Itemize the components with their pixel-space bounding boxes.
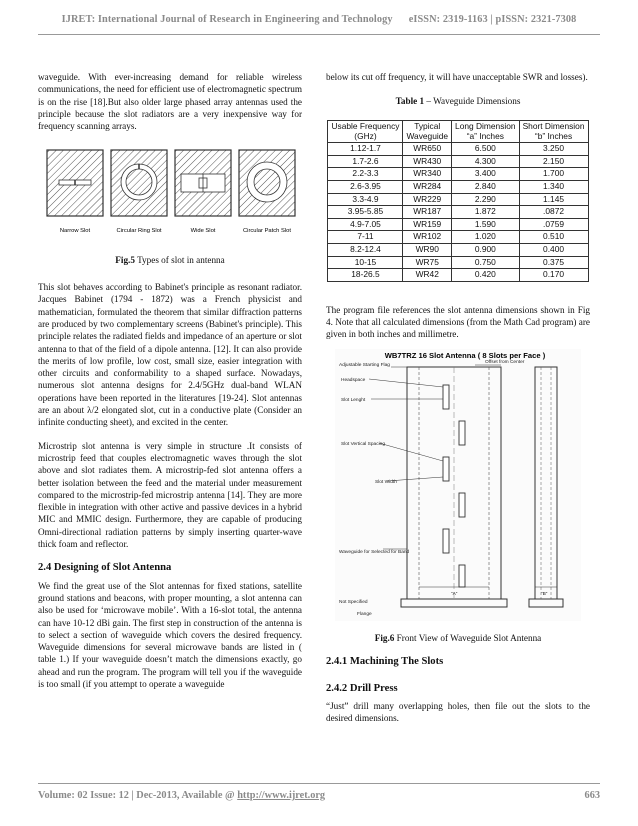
table-row: 18-26.5 WR42 0.420 0.170 <box>328 269 588 282</box>
left-paragraph-1: waveguide. With ever-increasing demand for reliable wireless communications, the need for efficient use of electromagnetic spectrum is on the rise [18].But also older large phased array antennas used the principle because the slot radiators are a very inexpensive way for frequency scanning arrays. <box>38 72 302 132</box>
table-row: 2.2-3.3 WR340 3.400 1.700 <box>328 168 588 181</box>
circular-patch-slot-label: Circular Patch Slot <box>242 228 292 235</box>
left-paragraph-3: Microstrip slot antenna is very simple in structure .It consists of microstrip feed that couples electromagnetic waves through the slot above and slot radiates them. A microstrip-fed slot antenna offers a better isolation between the feed and the material under measurement compared to the microstrip-fed microstrip antenna [14]. They are more flexible in integration with other active and passive devices in a hybrid MIC and MMIC design. Furthermore, they are capable of producing Omni-directional radiation patterns by simply inserting quarter-wave thick foam and reflector. <box>38 440 302 550</box>
fig6-label-not-specified: Not Specified <box>339 599 368 605</box>
journal-header <box>0 14 638 25</box>
wide-slot-label: Wide Slot <box>190 228 216 235</box>
left-paragraph-2: This slot behaves according to Babinet's principle as resonant radiator. Jacques Babinet (1794 - 1872) was a French physicist and mathematician, formulated the theorem that similar diffraction patterns are produced by two complementary screens (Babinet's principle). This principle relates the radiated fields and impedance of an aperture or slot antenna to that of the field of a dipole antenna. [12]. It can also provide the merits of low profile, low cost, small size, easier integration with other circuits and conformability to a shaped surface. Nowadays, numerous slot antenna designs for 2.4/5GHz dual-band WLAN operations have been reported in the literatures [19-24]. Slot antennas are an about λ/2 elongated slot, cut in a conductive plate (Consider an infinite conducting sheet), and excited in the center. <box>38 282 302 428</box>
table-row: 7-11 WR102 1.020 0.510 <box>328 231 588 244</box>
footer-link[interactable]: http://www.ijret.org <box>237 790 326 801</box>
section-heading-2-4-1: 2.4.1 Machining The Slots <box>326 656 444 668</box>
waveguide-dimensions-table <box>327 120 588 282</box>
header-rule <box>38 34 600 35</box>
figure-5 <box>41 144 299 243</box>
fig6-label-offset: Offset from Center <box>485 359 525 365</box>
figure-6-caption-label: Fig.6 <box>374 632 395 643</box>
fig6-label-slot-length: Slot Lenght <box>341 397 366 403</box>
waveguide-slot-antenna-diagram <box>335 349 581 621</box>
left-paragraph-4: We find the great use of the Slot antennas for fixed stations, satellite ground stations and beacons, with proper mounting, a slot antenna can also be used for ‘microwave mobile’. With a 16-slot total, the antenna can have 10-12 dBi gain. The first step in construction of the antenna is to select a section of waveguide which covers the desired frequency. Waveguide dimensions for several microwave bands are listed in ( table 1.) If your waveguide doesn’t match the dimensions exactly, go ahead and run the program. The program will tell you if the waveguide is too small (if you attempt to operate a waveguide <box>38 580 302 689</box>
right-column <box>326 71 590 724</box>
fig6-label-a: “A” <box>451 591 458 597</box>
table-header-row <box>328 120 588 143</box>
section-heading-2-4-2: 2.4.2 Drill Press <box>326 682 398 694</box>
table-row: 1.12-1.7 WR650 6.500 3.250 <box>328 143 588 156</box>
table-header-cell: Usable Frequency (GHz) <box>328 120 403 143</box>
table-1-caption-text: – Waveguide Dimensions <box>424 96 521 107</box>
table-row: 3.3-4.9 WR229 2.290 1.145 <box>328 193 588 206</box>
slot-types-illustration <box>41 144 299 240</box>
circular-ring-slot-diagram <box>111 150 167 216</box>
table-header-cell: Long Dimension “a” Inches <box>452 120 520 143</box>
footer-volume: Volume: 02 Issue: 12 | Dec-2013, Available @ <box>38 790 238 801</box>
table-row: 10-15 WR75 0.750 0.375 <box>328 256 588 269</box>
table-1-caption <box>326 95 590 107</box>
fig6-label-headspace: Headspace <box>341 377 366 383</box>
fig6-label-start: Adjustable Starting Flag <box>339 362 390 368</box>
table-header-cell: Typical Waveguide <box>403 120 452 143</box>
figure-5-caption-text: Types of slot in antenna <box>137 254 225 265</box>
section-heading-2-4: 2.4 Designing of Slot Antenna <box>38 562 172 574</box>
fig6-label-slot-width: Slot Width <box>375 479 397 485</box>
fig6-label-waveguide: Waveguide for Selected for Band <box>339 549 410 555</box>
circular-ring-slot-label: Circular Ring Slot <box>116 228 162 235</box>
figure-5-caption-label: Fig.5 <box>115 254 135 265</box>
figure-6 <box>335 349 581 624</box>
narrow-slot-diagram <box>47 150 103 216</box>
wide-slot-diagram <box>175 150 231 216</box>
fig6-label-slot-vertical: Slot Vertical Spacing <box>341 441 385 447</box>
fig6-label-flange: Flange <box>357 611 372 617</box>
table-1-caption-label: Table 1 <box>395 96 425 107</box>
page-footer <box>38 790 600 801</box>
fig6-label-b: “B” <box>541 591 548 597</box>
right-paragraph-1: below its cut off frequency, it will have unacceptable SWR and losses). <box>326 72 588 82</box>
right-paragraph-3: “Just” drill many overlapping holes, then file out the slots to the desired dimensions. <box>326 700 590 724</box>
journal-title: IJRET: International Journal of Research in Engineering and Technology <box>61 14 393 25</box>
figure-6-caption <box>326 632 590 644</box>
table-header-cell: Short Dimension “b” Inches <box>519 120 588 143</box>
figure-6-caption-text: Front View of Waveguide Slot Antenna <box>396 632 542 643</box>
table-row: 1.7-2.6 WR430 4.300 2.150 <box>328 155 588 168</box>
left-column <box>38 71 302 690</box>
narrow-slot-label: Narrow Slot <box>59 228 91 235</box>
table-row: 2.6-3.95 WR284 2.840 1.340 <box>328 180 588 193</box>
table-row: 4.9-7.05 WR159 1.590 .0759 <box>328 218 588 231</box>
footer-rule <box>38 783 600 784</box>
page-number: 663 <box>584 790 600 801</box>
figure-5-caption <box>38 254 302 266</box>
fig6-title: WB7TRZ 16 Slot Antenna ( 8 Slots per Face ) <box>384 350 546 360</box>
table-row: 8.2-12.4 WR90 0.900 0.400 <box>328 243 588 256</box>
right-paragraph-2: The program file references the slot antenna dimensions shown in Fig 4. Note that all calculated dimensions (from the Math Cad program) are given in both inches and millimetre. <box>326 304 590 340</box>
table-row: 3.95-5.85 WR187 1.872 .0872 <box>328 206 588 219</box>
circular-patch-slot-diagram <box>239 150 295 216</box>
journal-issn: eISSN: 2319-1163 | pISSN: 2321-7308 <box>408 14 577 25</box>
